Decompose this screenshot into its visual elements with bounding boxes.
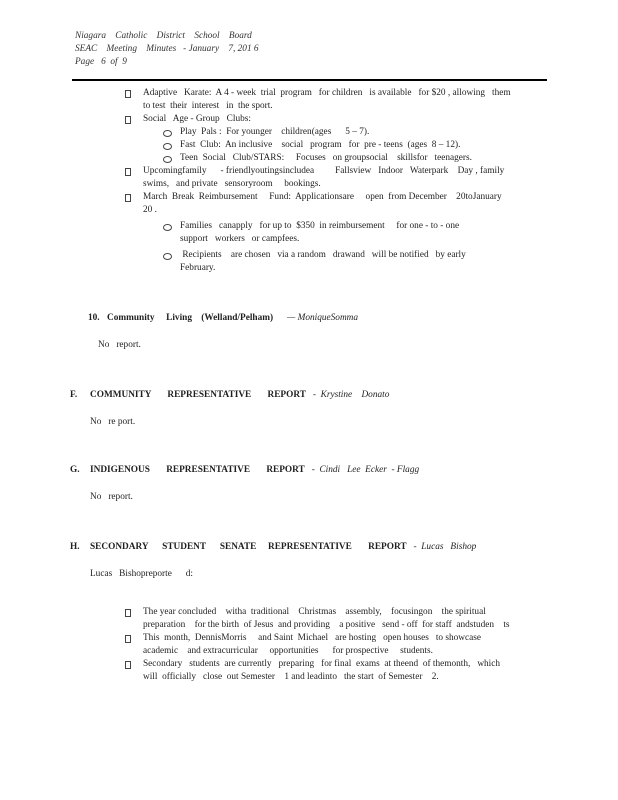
circle-bullet-icon [163, 253, 172, 260]
text-line: to test their interest in the sport. [143, 101, 273, 111]
square-bullet-icon [125, 90, 131, 98]
header-divider [72, 79, 547, 81]
section-community-living-heading [88, 312, 547, 325]
page-header [75, 30, 547, 69]
sub-list-item [163, 126, 547, 139]
sub-list-item [163, 152, 547, 165]
text-line: Upcomingfamily - friendlyoutingsincludea Fallsview Indoor Waterpark Day , family [143, 166, 505, 176]
section-title: COMMUNITY REPRESENTATIVE REPORT [90, 390, 306, 400]
list-item-text [143, 87, 511, 113]
text-line: Secondary students are currently preparing for final exams at theend of themonth, which [143, 659, 501, 669]
list-item-text [143, 191, 502, 217]
section-letter: G. [70, 465, 80, 475]
text-line: March Break Reimbursement Fund: Applicationsare open from December 20toJanuary [143, 192, 502, 202]
student-senate-list [70, 606, 547, 684]
square-bullet-icon [125, 635, 131, 643]
sub-list-item [163, 220, 547, 246]
circle-bullet-icon [163, 143, 172, 150]
header-meeting-title: SEAC Meeting Minutes - January 7, 201 6 [75, 44, 259, 54]
list-item-text [143, 632, 481, 658]
text-line: This month, DennisMorris and Saint Michael are hosting open houses to showcase [143, 633, 481, 643]
presenter-name: - Krystine Donato [305, 390, 390, 400]
square-bullet-icon [125, 194, 131, 202]
section-letter: F. [70, 390, 78, 400]
text-line: February. [180, 263, 216, 273]
text-line: Adaptive Karate: A 4 - week trial program for children is available for $20 , allowing them [143, 88, 511, 98]
square-bullet-icon [125, 609, 131, 617]
section-community-rep-heading [70, 389, 547, 402]
text-line: swims, and private sensoryroom bookings. [143, 179, 321, 189]
list-item-text [180, 249, 466, 275]
section-community-rep-body: No re port. [90, 417, 136, 427]
text-line: Fast Club: An inclusive social program for pre - teens (ages 8 – 12). [180, 140, 461, 150]
circle-bullet-icon [163, 156, 172, 163]
header-page-number: Page 6 of 9 [75, 57, 127, 67]
list-item-text [143, 658, 500, 684]
list-item [125, 165, 547, 191]
list-item-text [143, 606, 510, 632]
section-title: SECONDARY STUDENT SENATE REPRESENTATIVE REPORT [90, 542, 407, 552]
circle-bullet-icon [163, 130, 172, 137]
text-line: academic and extracurricular opportunities for prospective students. [143, 646, 433, 656]
list-item-text [143, 165, 504, 191]
section-student-senate-heading [70, 541, 547, 554]
section-number: 10. [88, 313, 100, 323]
section-title: Community Living (Welland/Pelham) [107, 313, 274, 323]
text-line: support workers or campfees. [180, 234, 300, 244]
text-line: Play Pals : For younger children(ages 5 – 7). [180, 127, 370, 137]
section-title: INDIGENOUS REPRESENTATIVE REPORT [90, 465, 305, 475]
header-board-name: Niagara Catholic District School Board [75, 31, 252, 41]
sub-list-item [163, 249, 547, 275]
presenter-name: — MoniqueSomma [273, 313, 359, 323]
list-item [125, 606, 547, 632]
text-line: Recipients are chosen via a random drawand will be notified by early [180, 250, 466, 260]
list-item-text [180, 220, 459, 246]
text-line: The year concluded witha traditional Christmas assembly, focusingon the spiritual [143, 607, 486, 617]
text-line: 20 . [143, 205, 157, 215]
presenter-name: - Cindi Lee Ecker - Flagg [304, 465, 420, 475]
list-item [125, 113, 547, 126]
sub-list-item [163, 139, 547, 152]
text-line: Social Age - Group Clubs: [143, 114, 251, 124]
list-item [125, 658, 547, 684]
list-item [125, 632, 547, 658]
text-line: will officially close out Semester 1 and leadinto the start of Semester 2. [143, 672, 439, 682]
list-item [125, 87, 547, 113]
square-bullet-icon [125, 168, 131, 176]
square-bullet-icon [125, 661, 131, 669]
text-line: Families canapply for up to $350 in reimbursement for one - to - one [180, 221, 460, 231]
circle-bullet-icon [163, 224, 172, 231]
square-bullet-icon [125, 116, 131, 124]
section-student-senate-intro: Lucas Bishopreporte d: [90, 569, 194, 579]
section-indigenous-rep-body: No report. [90, 492, 133, 502]
section-indigenous-rep-heading [70, 464, 547, 477]
presenter-name: - Lucas Bishop [406, 542, 477, 552]
list-item [125, 191, 547, 217]
updates-list [70, 87, 547, 275]
section-community-living-body: No report. [98, 340, 141, 350]
section-letter: H. [70, 542, 80, 552]
text-line: preparation for the birth of Jesus and providing a positive send - off for staff andstuden ts [143, 620, 510, 630]
text-line: Teen Social Club/STARS: Focuses on groupsocial skillsfor teenagers. [180, 153, 472, 163]
